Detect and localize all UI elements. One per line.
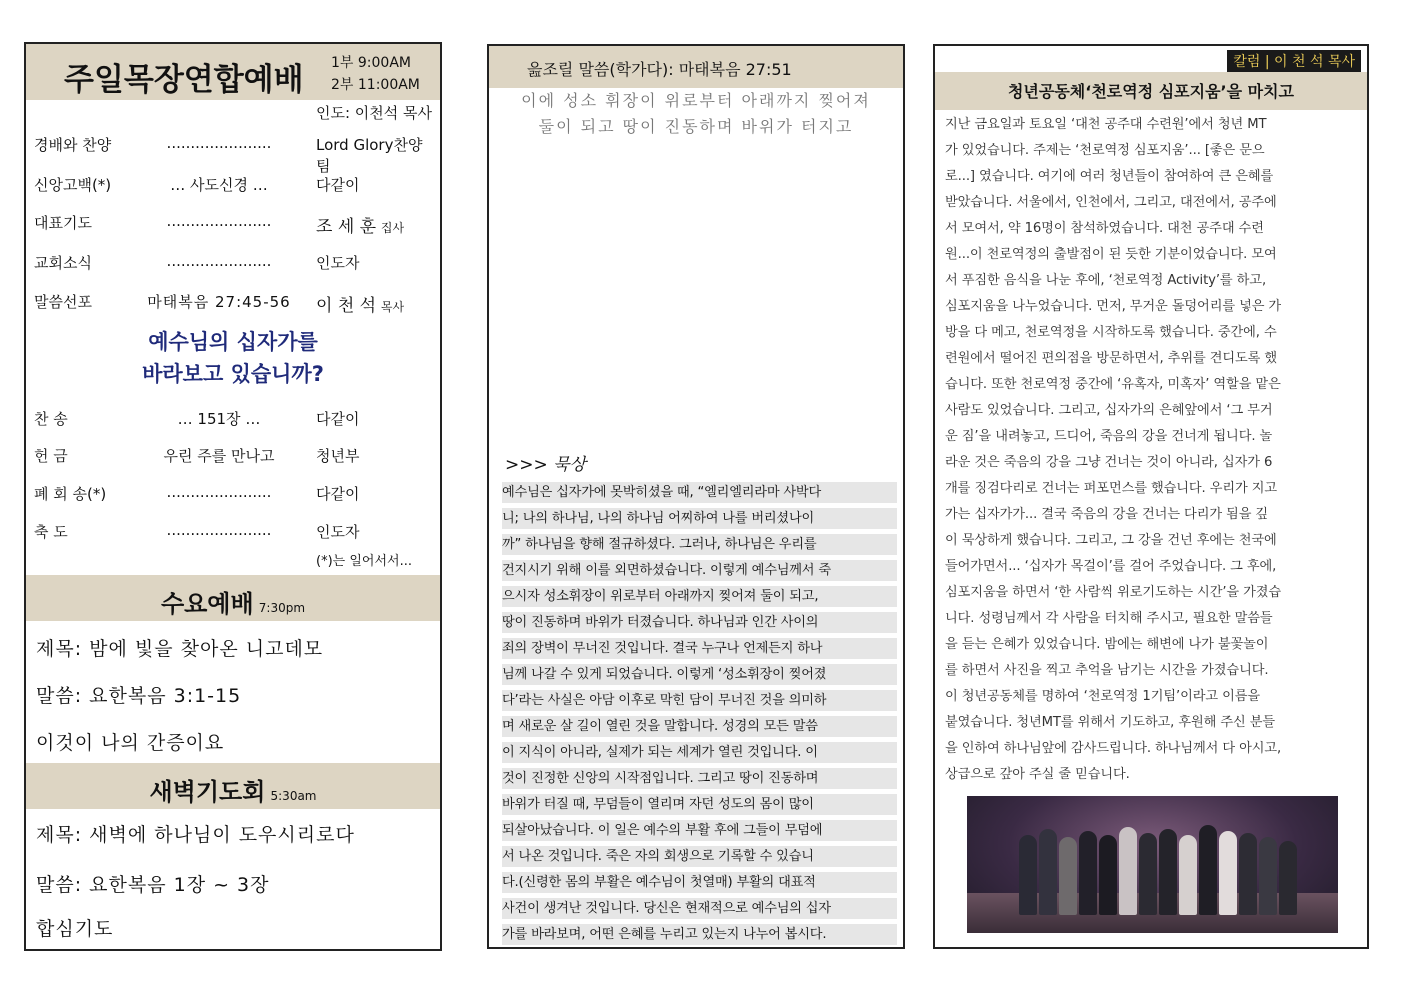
meditation-line: 사건이 생겨난 것입니다. 당신은 현재적으로 예수님의 십자 (502, 898, 897, 919)
column-line: 서 푸짐한 음식을 나눈 후에, ‘천로역정 Activity’를 하고, (945, 273, 1267, 288)
photo-person (1279, 841, 1297, 915)
order-item (34, 212, 436, 238)
order-right: Lord Glory찬양팀 (316, 136, 423, 175)
wednesday-heading (26, 584, 440, 619)
meditation-line: 까” 하나님을 향해 절규하셨다. 그러나, 하나님은 우리를 (502, 534, 897, 555)
order-right: 다같이 (316, 410, 360, 428)
meditation-line: 며 새로운 살 길이 열린 것을 말합니다. 성경의 모든 말씀 (502, 716, 897, 737)
photo-person (1159, 829, 1177, 915)
column-line: 붙였습니다. 청년MT를 위해서 기도하고, 후원해 주신 분들 (945, 715, 1276, 730)
standing-note: (*)는 일어서서... (316, 554, 412, 569)
meditation-label: >>> 묵상 (505, 455, 586, 475)
meditation-line: 님께 나갈 수 있게 되었습니다. 이렇게 ‘성소휘장이 찢어졌 (502, 664, 897, 685)
photo-person (1199, 825, 1217, 915)
photo-person (1099, 835, 1117, 915)
order-label: 헌 금 (34, 447, 68, 465)
column-line: 라운 것은 죽음의 강을 그냥 건너는 것이 아니라, 십자가 6 (945, 455, 1273, 470)
dawn-line: 제목: 새벽에 하나님이 도우시리로다 (36, 824, 355, 846)
photo-person (1239, 833, 1257, 915)
order-middle: ...................... (166, 212, 272, 230)
order-right: 조 세 훈 (316, 217, 377, 237)
column-line: 니다. 성령님께서 각 사람을 터치해 주시고, 필요한 말씀들 (945, 611, 1273, 626)
column-line: 심포지움을 하면서 ‘한 사람씩 위로기도하는 시간’을 가졌습 (945, 585, 1282, 600)
wednesday-title: 수요예배 (160, 590, 254, 618)
order-right-wrap (316, 212, 404, 237)
order-middle: 마태복음 27:45-56 (147, 293, 291, 311)
order-right-wrap (316, 291, 404, 316)
photo-person (1259, 837, 1277, 915)
order-item (34, 174, 436, 200)
column-line: 가는 십자가가... 결국 죽음의 강을 건너는 다리가 됨을 깊 (945, 507, 1269, 522)
column-line: 을 듣는 은혜가 있었습니다. 밤에는 해변에 나가 불꽃놀이 (945, 637, 1269, 652)
column-line: 개를 징검다리로 건너는 퍼포먼스를 했습니다. 우리가 지고 (945, 481, 1277, 496)
column-line: 받았습니다. 서울에서, 인천에서, 그리고, 대전에서, 공주에 (945, 195, 1277, 210)
wednesday-line: 말씀: 요한복음 3:1-15 (36, 685, 242, 707)
order-middle: … 151장 … (177, 410, 261, 428)
order-middle: ...................... (166, 483, 272, 501)
wednesday-line: 제목: 밤에 빛을 찾아온 니고데모 (36, 638, 324, 660)
dawn-line: 합심기도 (36, 918, 114, 940)
column-line: 련원에서 떨어진 편의점을 방문하면서, 추위를 견디도록 했 (945, 351, 1277, 366)
column-panel (933, 44, 1369, 949)
order-label: 교회소식 (34, 254, 92, 272)
meditation-line: 것이 진정한 신앙의 시작점입니다. 그리고 땅이 진동하며 (502, 768, 897, 789)
order-right-suffix: 집사 (380, 221, 405, 235)
order-middle: ...................... (166, 252, 272, 270)
meditation-panel (487, 44, 905, 949)
meditation-line: 가를 바라보며, 어떤 은혜를 누리고 있는지 나누어 봅시다. (502, 924, 897, 945)
sunday-service-title: 주일목장연합예배 (64, 62, 304, 98)
verse-header: 읊조릴 말씀(학가다): 마태복음 27:51 (527, 60, 792, 79)
photo-person (1119, 827, 1137, 915)
column-line: 운 짐’을 내려놓고, 드디어, 죽음의 강을 건너게 됩니다. 놀 (945, 429, 1273, 444)
column-line: 로...] 였습니다. 여기에 여러 청년들이 참여하여 큰 은혜를 (945, 169, 1274, 184)
order-label: 축 도 (34, 523, 68, 541)
order-item (34, 408, 436, 434)
column-line: 이 묵상하게 했습니다. 그리고, 그 강을 건넌 후에는 천국에 (945, 533, 1277, 548)
leader-label: 인도: 이천석 목사 (316, 104, 433, 122)
meditation-line: 으시자 성소휘장이 위로부터 아래까지 찢어져 둘이 되고, (502, 586, 897, 607)
order-label: 폐 회 송(*) (34, 485, 107, 503)
order-middle: 우린 주를 만나고 (163, 447, 275, 465)
meditation-line: 이 지식이 아니라, 실제가 되는 세계가 열린 것입니다. 이 (502, 742, 897, 763)
photo-person (1079, 831, 1097, 915)
order-item (34, 134, 436, 175)
photo-person (1139, 833, 1157, 915)
meditation-line: 땅이 진동하며 바위가 터졌습니다. 하나님과 인간 사이의 (502, 612, 897, 633)
column-line: 상급으로 갚아 주실 줄 믿습니다. (945, 767, 1130, 782)
column-line: 를 하면서 사진을 찍고 추억을 남기는 시간을 가졌습니다. (945, 663, 1269, 678)
order-right: 청년부 (316, 447, 360, 465)
order-right: 다같이 (316, 485, 360, 503)
meditation-line: 서 나온 것입니다. 죽은 자의 회생으로 기록할 수 있습니 (502, 846, 897, 867)
group-photo (967, 796, 1338, 933)
meditation-line: 바위가 터질 때, 무덤들이 열리며 자던 성도의 몸이 많이 (502, 794, 897, 815)
sermon-title-line1: 예수님의 십자가를 (148, 330, 318, 354)
photo-person (1059, 837, 1077, 915)
column-line: 가 있었습니다. 주제는 ‘천로역정 심포지움’... [좋은 문으 (945, 143, 1265, 158)
dawn-line: 말씀: 요한복음 1장 ~ 3장 (36, 874, 270, 896)
column-line: 들어가면서... ‘십자가 목걸이’를 걸어 주었습니다. 그 후에, (945, 559, 1277, 574)
meditation-line: 니; 나의 하나님, 나의 하나님 어찌하여 나를 버리셨나이 (502, 508, 897, 529)
column-line: 사람도 있었습니다. 그리고, 십자가의 은혜앞에서 ‘그 무거 (945, 403, 1273, 418)
worship-order-panel (24, 42, 442, 951)
meditation-line: 죄의 장벽이 무너진 것입니다. 결국 누구나 언제든지 하나 (502, 638, 897, 659)
column-line: 이 청년공동체를 명하여 ‘천로역정 1기팀’이라고 이름을 (945, 689, 1260, 704)
order-middle: ...................... (166, 134, 272, 152)
dawn-time: 5:30am (270, 789, 317, 803)
photo-person (1219, 831, 1237, 915)
column-line: 을 인하여 하나님앞에 감사드립니다. 하나님께서 다 아시고, (945, 741, 1282, 756)
wednesday-time: 7:30pm (258, 601, 306, 615)
column-line: 방을 다 메고, 천로역정을 시작하도록 했습니다. 중간에, 수 (945, 325, 1277, 340)
order-item (34, 445, 436, 471)
meditation-line: 다.(신령한 몸의 부활은 예수님이 첫열매) 부활의 대표적 (502, 872, 897, 893)
wednesday-line: 이것이 나의 간증이요 (36, 732, 225, 754)
order-right: 이 천 석 (316, 296, 377, 316)
order-label: 대표기도 (34, 214, 92, 232)
photo-person (1179, 835, 1197, 915)
order-label: 찬 송 (34, 410, 68, 428)
column-line: 습니다. 또한 천로역정 중간에 ‘유혹자, 미혹자’ 역할을 맡은 (945, 377, 1281, 392)
column-line: 원...이 천로역정의 출발점이 된 듯한 기분이었습니다. 모여 (945, 247, 1277, 262)
order-right: 다같이 (316, 176, 360, 194)
order-label: 말씀선포 (34, 293, 92, 311)
dawn-heading (26, 772, 440, 807)
meditation-line: 예수님은 십자가에 못박히셨을 때, “엘리엘리라마 사박다 (502, 482, 897, 503)
order-item (34, 521, 436, 547)
meditation-line: 되살아났습니다. 이 일은 예수의 부활 후에 그들이 무덤에 (502, 820, 897, 841)
order-label: 경배와 찬양 (34, 136, 112, 154)
verse-line: 이에 성소 휘장이 위로부터 아래까지 찢어져 (521, 91, 871, 110)
photo-person (1039, 829, 1057, 915)
column-badge: 칼럼 | 이 천 석 목사 (1227, 50, 1361, 72)
order-item (34, 252, 436, 278)
meditation-line: 건지시기 위해 이를 외면하셨습니다. 이렇게 예수님께서 죽 (502, 560, 897, 581)
order-right: 인도자 (316, 254, 360, 272)
order-right: 인도자 (316, 523, 360, 541)
order-item (34, 291, 436, 317)
column-line: 서 모여서, 약 16명이 참석하였습니다. 대천 공주대 수련 (945, 221, 1264, 236)
column-title: 청년공동체‘천로역정 심포지움’을 마치고 (1007, 82, 1295, 101)
column-line: 심포지움을 나누었습니다. 먼저, 무거운 돌덩어리를 넣은 가 (945, 299, 1282, 314)
photo-person (1019, 835, 1037, 915)
service-time-1: 1부 9:00AM (331, 55, 411, 71)
order-middle: ...................... (166, 521, 272, 539)
column-line: 지난 금요일과 토요일 ‘대천 공주대 수련원’에서 청년 MT (945, 117, 1267, 132)
order-label: 신앙고백(*) (34, 176, 112, 194)
service-time-2: 2부 11:00AM (331, 77, 420, 93)
order-middle: … 사도신경 … (170, 176, 268, 194)
verse-line: 둘이 되고 땅이 진동하며 바위가 터지고 (538, 117, 854, 136)
sermon-title-line2: 바라보고 있습니까? (142, 362, 324, 386)
meditation-line: 다’라는 사실은 아담 이후로 막힌 담이 무너진 것을 의미하 (502, 690, 897, 711)
order-right-suffix: 목사 (380, 300, 405, 314)
order-item (34, 483, 436, 509)
dawn-title: 새벽기도회 (149, 778, 266, 806)
